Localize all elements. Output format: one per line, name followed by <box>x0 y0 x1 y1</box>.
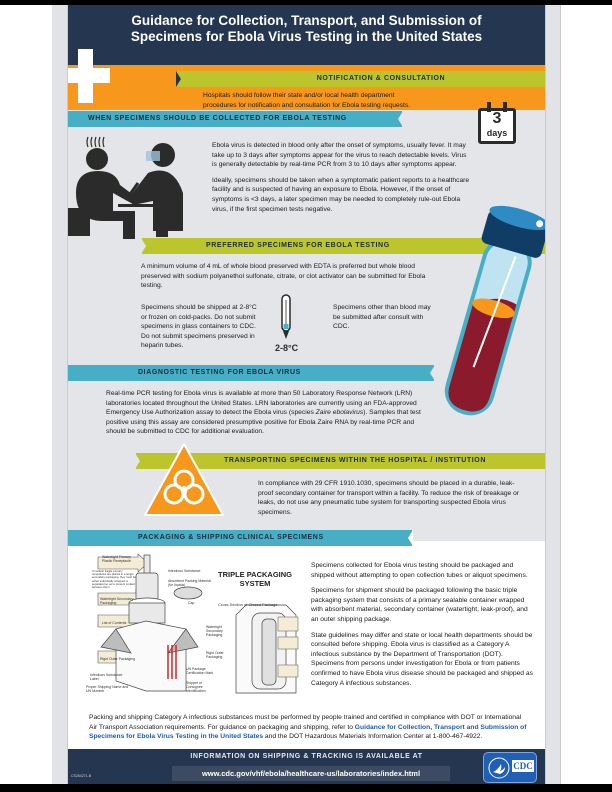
guidance-link[interactable]: Guidance for Collection, Transport and Submission of Specimens for Ebola Virus Testing in the United States <box>89 723 527 741</box>
cdc-logo-text: CDC <box>513 761 533 771</box>
preferred-left-text <box>141 303 261 351</box>
preferred-para-1: A minimum volume of 4 mL of whole blood preserved with EDTA is preferred but whole blood preserved with sodium polyanethol sulfonate, citrate, or clot activator can be submitted for Ebola testing. <box>141 263 426 290</box>
transporting-text <box>258 479 528 517</box>
label-list-of-contents: List of Contents <box>102 621 127 625</box>
packaging-bottom-para <box>89 713 529 742</box>
ribbon-notch <box>135 453 140 469</box>
packaging-heading-text: PACKAGING & SHIPPING CLINICAL SPECIMENS <box>138 534 324 541</box>
preferred-right-text <box>333 303 433 332</box>
cdc-logo <box>483 752 537 783</box>
title-line-2: Specimens for Ebola Virus Testing in the United States <box>130 29 483 44</box>
when-collected-para-1: Ebola virus is detected in blood only after the onset of symptoms, usually fever. It may take up to 3 days after symptoms appear for the virus to reach detectable levels. Virus is generally detectable by real-time PCR from 3 to 10 days after symptoms appear. <box>212 142 467 169</box>
diagnostic-text <box>106 389 431 437</box>
diagnostic-heading-text: DIAGNOSTIC TESTING FOR EBOLA VIRUS <box>138 369 301 376</box>
packaging-heading <box>68 530 412 546</box>
blood-tube-icon <box>440 200 545 430</box>
when-collected-text <box>212 141 472 214</box>
packaging-bottom-text <box>89 713 529 742</box>
footer-title: INFORMATION ON SHIPPING & TRACKING IS AVAILABLE AT <box>190 753 423 760</box>
label-primary-note: If multiple fragile primary receptacles are placed in a single secondary packaging, they must be either individually wrapped or separated so as to prevent contact between them <box>92 569 136 590</box>
diagram-title-line-2: SYSTEM <box>239 578 271 588</box>
diagnostic-para <box>106 389 431 437</box>
label-cs-rigid: Rigid Outer Packaging <box>206 651 224 659</box>
label-infectious-substance: Infectious Substance <box>168 569 201 573</box>
medical-cross-icon-bar <box>68 68 110 83</box>
packaging-para-3: State guidelines may differ and state or local health departments should be consulted before shipping. Ebola virus is classified as a Category A infectious substance by the Department of Transportation (DOT). Specimens from persons under investigation for Ebola or from patients confirmed to have Ebola virus disease should be packaged and shipped as Category A infectious substances. <box>311 631 533 687</box>
footer-url-link[interactable]: www.cdc.gov/vhf/ebola/healthcare-us/laboratories/index.html <box>172 766 450 781</box>
diagnostic-text-part-2: ). Samples that test positive using this assay are considered presumptive positive for Ebola Zaire RNA by real-time PCR and should be submitted to CDC for additional evaluation. <box>106 409 421 436</box>
biohazard-icon <box>143 442 225 518</box>
notification-line-1: Hospitals should follow their state and/or local health department <box>203 92 395 99</box>
bottom-bar <box>0 784 612 792</box>
packaging-bottom-part-2: and the DOT Hazardous Materials Information Center at 1-800-467-4922. <box>263 733 483 741</box>
calendar-label: days <box>486 128 508 138</box>
infographic-page <box>68 5 545 784</box>
notification-line-2: procedures for notification and consultation for Ebola testing requests. <box>203 101 411 109</box>
when-collected-heading-text: WHEN SPECIMENS SHOULD BE COLLECTED FOR EBOLA TESTING <box>88 115 347 122</box>
ribbon-notch <box>398 111 403 127</box>
preferred-text <box>141 262 446 291</box>
ribbon-notch <box>141 238 146 254</box>
ribbon-notch <box>176 71 181 87</box>
patient-and-healthcare-worker-icon <box>68 133 203 239</box>
label-infectious-label: Infectious Substance Label <box>90 673 123 681</box>
label-shipping-name: Proper Shipping Name and UN Number <box>86 685 129 693</box>
ribbon-notch <box>430 365 435 381</box>
label-rigid-outer: Rigid Outer Packaging <box>100 657 136 661</box>
packaging-bottom-part-1: Packing and shipping Category A infectious substances must be performed by people trained and certified in compliance with DOT or International Air Transport Association requirements. For guidance on packaging and shipping, refer to <box>89 714 522 731</box>
preferred-heading-text: PREFERRED SPECIMENS FOR EBOLA TESTING <box>206 242 390 249</box>
label-cap: Cap <box>188 601 195 605</box>
packaging-para-2: Specimens for shipment should be packaged following the basic triple packaging system that consists of a primary sealable container wrapped with absorbent material, secondary container (watertight, leak-proof), and an outer shipping package. <box>311 587 528 623</box>
label-primary-receptacle: Watertight Primary Plastic Receptacle <box>102 555 131 563</box>
diagram-title-line-1: TRIPLE PACKAGING <box>217 570 293 579</box>
document-code: CS254271-B <box>71 774 92 778</box>
label-absorbent: Absorbent Packing Material (for liquids) <box>168 579 211 587</box>
thermometer-icon <box>279 294 293 340</box>
page-title <box>68 13 545 45</box>
temperature-label: 2-8°C <box>275 343 299 353</box>
calendar-icon <box>478 100 516 144</box>
notification-text <box>203 91 523 110</box>
when-collected-heading <box>68 111 402 127</box>
right-gutter <box>545 5 561 784</box>
label-secondary-packaging: Watertight Secondary Packaging <box>100 597 134 605</box>
species-name: Zaire ebolavirus <box>315 409 364 417</box>
notification-heading <box>177 71 545 87</box>
label-shipper: Shipper or Consignee Identification <box>186 681 206 693</box>
title-line-1: Guidance for Collection, Transport, and Submission of <box>131 13 482 28</box>
label-un-certification: UN Package Certification Mark <box>186 667 214 675</box>
diagnostic-heading <box>68 365 434 381</box>
left-gutter <box>52 5 68 784</box>
label-cross-section: Cross Section of Closed Package <box>218 602 278 607</box>
other-specimens-text: Specimens other than blood may be submitted after consult with CDC. <box>333 304 431 331</box>
label-cs-secondary: Watertight Secondary Packaging <box>206 625 223 637</box>
transporting-para: In compliance with 29 CFR 1910.1030, specimens should be placed in a durable, leak-proof secondary container for transport within a facility. To reduce the risk of breakage or leaks, do not use any pneumatic tube system for transporting suspected Ebola virus specimens. <box>258 480 520 516</box>
ribbon-notch <box>408 530 413 546</box>
packaging-para-1: Specimens collected for Ebola virus testing should be packaged and shipped without attempting to open collection tubes or aliquot specimens. <box>311 562 528 579</box>
shipping-temperature-text: Specimens should be shipped at 2-8°C or frozen on cold-packs. Do not submit specimens in glass containers to CDC. Do not submit specimens preserved in heparin tubes. <box>141 304 257 350</box>
notification-heading-text: NOTIFICATION & CONSULTATION <box>316 75 446 82</box>
transporting-heading-text: TRANSPORTING SPECIMENS WITHIN THE HOSPITAL / INSTITUTION <box>224 457 487 464</box>
calendar-number: 3 <box>492 110 502 127</box>
hhs-eagle-icon <box>488 757 510 779</box>
diagram-title <box>216 571 294 588</box>
packaging-text <box>311 561 533 688</box>
diagnostic-text-part-1: Real-time PCR testing for Ebola virus is available at more than 50 Laboratory Response Network (LRN) laboratories located throughout the United States. LRN laboratories are currently using an FDA-approved Emergency Use Authorization assay to detect the Ebola virus (species <box>106 390 417 417</box>
when-collected-para-2: Ideally, specimens should be taken when a symptomatic patient reports to a healthcare facility and is suspected of having an exposure to Ebola. However, if the onset of symptoms is <3 days, a later specimen may be needed to completely rule-out Ebola virus, if the first specimen tests negative. <box>212 176 470 213</box>
